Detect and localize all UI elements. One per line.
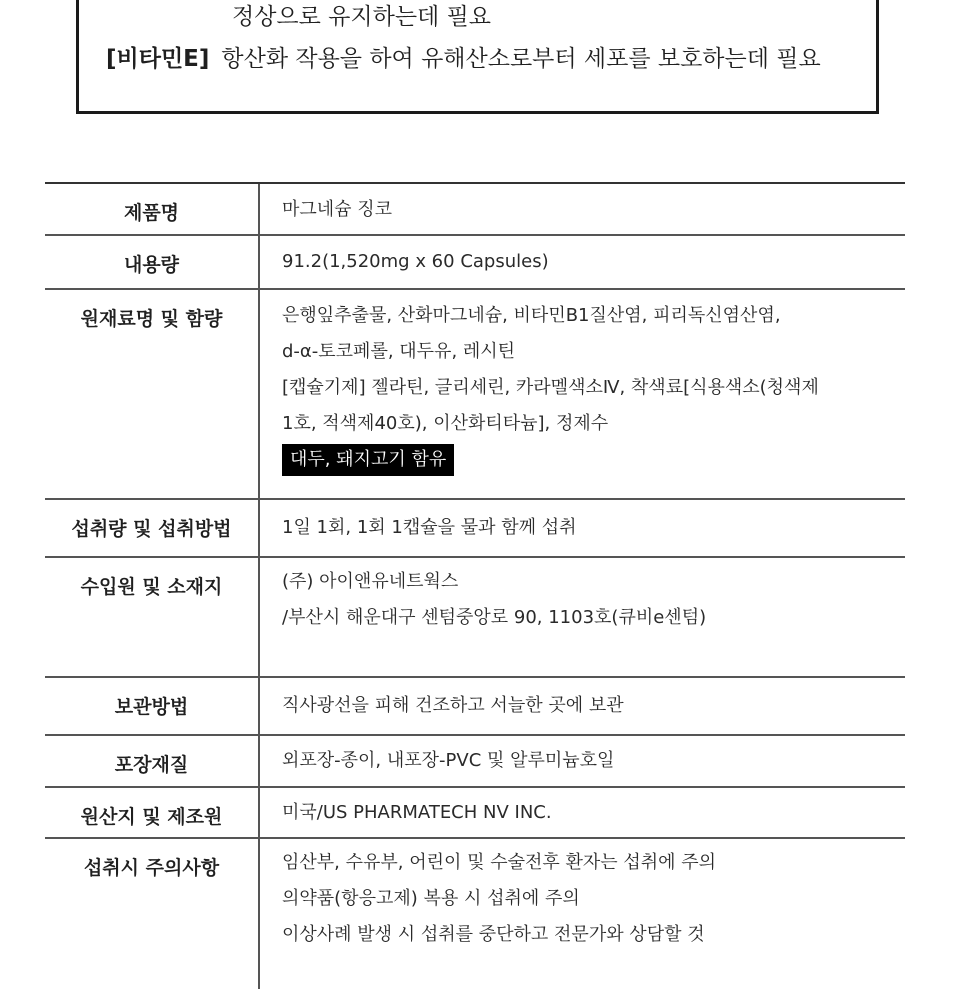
vitamin-e-desc: 항산화 작용을 하여 유해산소로부터 세포를 보호하는데 필요	[221, 46, 821, 72]
ingredient-line: d-α-토코페롤, 대두유, 레시틴	[282, 341, 516, 362]
benefit-box	[76, 0, 879, 114]
row-value: 미국/US PHARMATECH NV INC.	[282, 802, 552, 823]
row-label: 원재료명 및 함량	[45, 290, 260, 498]
caution-line: 이상사례 발생 시 섭취를 중단하고 전문가와 상담할 것	[282, 924, 705, 945]
row-label: 섭취량 및 섭취방법	[45, 500, 260, 556]
row-label: 원산지 및 제조원	[45, 788, 260, 837]
caution-line: 의약품(항응고제) 복용 시 섭취에 주의	[282, 888, 580, 909]
ingredient-line: 1호, 적색제40호), 이산화티타늄], 정제수	[282, 413, 609, 434]
table-row-contents	[45, 236, 905, 290]
row-value: 마그네슘 징코	[282, 199, 393, 220]
table-row-caution	[45, 839, 905, 989]
row-value	[260, 558, 905, 676]
ingredient-line: [캡슐기제] 젤라틴, 글리세린, 카라멜색소Ⅳ, 착색료[식용색소(청색제	[282, 377, 819, 398]
row-value	[260, 290, 905, 498]
row-value: 1일 1회, 1회 1캡슐을 물과 함께 섭취	[282, 517, 577, 538]
vitamin-e-tag: [비타민E]	[106, 46, 210, 72]
row-label: 제품명	[45, 184, 260, 234]
row-label: 내용량	[45, 236, 260, 288]
ingredient-line: 은행잎추출물, 산화마그네슘, 비타민B1질산염, 피리독신염산염,	[282, 305, 781, 326]
caution-line: 임산부, 수유부, 어린이 및 수술전후 환자는 섭취에 주의	[282, 852, 717, 873]
product-info-table	[45, 182, 905, 989]
table-row-importer	[45, 558, 905, 678]
row-value: 직사광선을 피해 건조하고 서늘한 곳에 보관	[282, 695, 624, 716]
table-row-ingredients	[45, 290, 905, 500]
row-label: 수입원 및 소재지	[45, 558, 260, 676]
allergen-badge: 대두, 돼지고기 함유	[282, 444, 454, 476]
benefit-line-1: 정상으로 유지하는데 필요	[232, 4, 492, 30]
benefit-line-vitamin-e	[106, 40, 821, 73]
row-label: 포장재질	[45, 736, 260, 786]
table-row-product-name	[45, 184, 905, 236]
table-row-storage	[45, 678, 905, 736]
row-value: 외포장-종이, 내포장-PVC 및 알루미늄호일	[282, 750, 615, 771]
table-row-dosage	[45, 500, 905, 558]
row-value: 91.2(1,520mg x 60 Capsules)	[282, 251, 549, 272]
row-value	[260, 839, 905, 989]
row-label: 보관방법	[45, 678, 260, 734]
table-row-packaging	[45, 736, 905, 788]
row-label: 섭취시 주의사항	[45, 839, 260, 989]
table-row-origin	[45, 788, 905, 839]
importer-line: (주) 아이앤유네트웍스	[282, 571, 459, 592]
importer-line: /부산시 해운대구 센텀중앙로 90, 1103호(큐비e센텀)	[282, 607, 707, 628]
